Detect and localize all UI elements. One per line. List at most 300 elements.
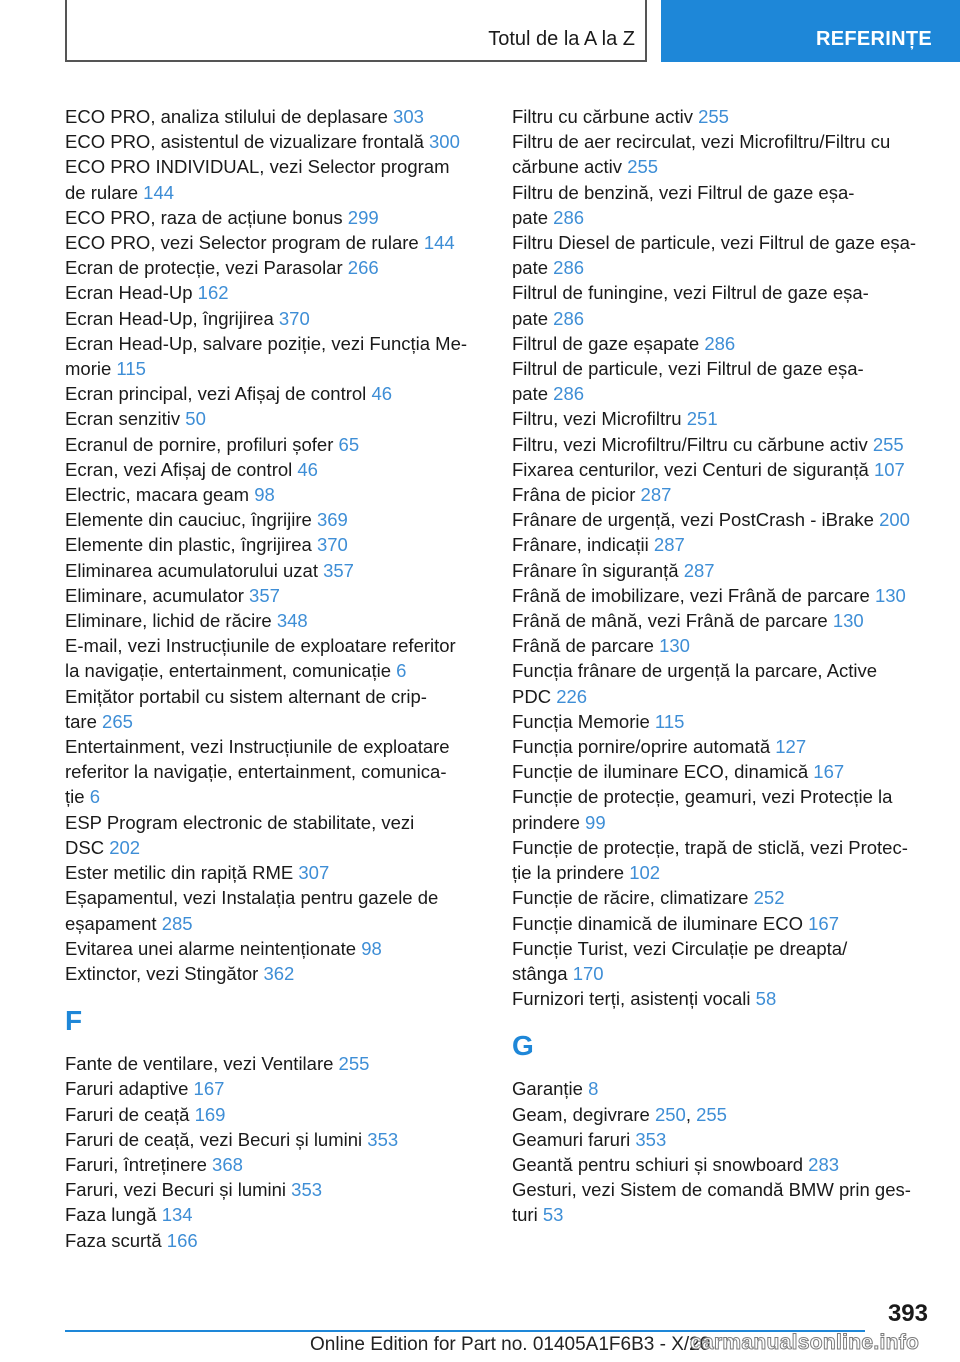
page-link[interactable]: 144 (423, 232, 455, 254)
index-entry (512, 835, 932, 885)
page-link[interactable]: 287 (653, 534, 685, 556)
entry-text (65, 658, 485, 683)
entry-term: Frână de imobilizare, vezi Frână de parcare (512, 584, 870, 606)
entry-text (65, 104, 485, 129)
entry-term: de rulare (65, 181, 139, 203)
index-entry (512, 986, 932, 1011)
entry-term: Ecran Head-Up (65, 282, 193, 304)
entry-text (512, 734, 932, 759)
page-link[interactable]: 362 (263, 962, 295, 984)
page-link[interactable]: 8 (588, 1078, 599, 1100)
index-entry (512, 1127, 932, 1152)
page-link[interactable]: 226 (556, 685, 588, 707)
entry-term: Extinctor, vezi Stingător (65, 962, 259, 984)
page-link[interactable]: 353 (635, 1128, 667, 1150)
page-link[interactable]: 255 (696, 1103, 727, 1125)
page-link[interactable]: 130 (832, 610, 864, 632)
entry-text (512, 583, 932, 608)
entry-text (512, 911, 932, 936)
page-link[interactable]: 6 (396, 660, 407, 682)
page-link[interactable]: 144 (143, 181, 175, 203)
entry-term: ECO PRO, vezi Selector program de rulare (65, 232, 419, 254)
entry-term: Emițător portabil cu sistem alternant de crip- (65, 685, 427, 707)
page-link[interactable]: 170 (572, 962, 604, 984)
index-entry (512, 331, 932, 356)
page-link[interactable]: 266 (347, 257, 379, 279)
entry-term: Frâna de picior (512, 484, 636, 506)
page-link[interactable]: 285 (161, 912, 193, 934)
entry-term: Filtrul de funingine, vezi Filtrul de gaze eșa- (512, 282, 869, 304)
page-link[interactable]: 50 (185, 408, 206, 430)
entry-text (65, 1152, 485, 1177)
entry-term: Filtru, vezi Microfiltru/Filtru cu cărbune activ (512, 433, 868, 455)
entry-text (65, 810, 485, 835)
entry-term: Funcție de răcire, climatizare (512, 887, 749, 909)
entry-text (512, 255, 932, 280)
entry-text (512, 205, 932, 230)
entry-text (65, 1102, 485, 1127)
page-link[interactable]: 252 (753, 887, 785, 909)
page-link[interactable]: 162 (197, 282, 229, 304)
entry-text (512, 608, 932, 633)
page-link[interactable]: 357 (249, 584, 280, 606)
entry-text (512, 180, 932, 205)
index-entry (512, 280, 932, 330)
entry-text (512, 810, 932, 835)
index-entry (512, 658, 932, 708)
index-entry (65, 608, 485, 633)
entry-text (512, 860, 932, 885)
entry-text (65, 457, 485, 482)
index-entry (512, 230, 932, 280)
index-entry (65, 432, 485, 457)
page-link[interactable]: 283 (808, 1153, 840, 1175)
entry-text (65, 885, 485, 910)
page-link[interactable]: 286 (553, 383, 585, 405)
index-entry (512, 911, 932, 936)
entry-text (512, 558, 932, 583)
entry-term: E-mail, vezi Instrucțiunile de exploatare referitor (65, 635, 456, 657)
entry-text (65, 280, 485, 305)
entry-term: Filtrul de gaze eșapate (512, 332, 700, 354)
entry-text (65, 558, 485, 583)
index-entry (65, 532, 485, 557)
page-link[interactable]: 370 (316, 534, 348, 556)
entry-term: Garanție (512, 1078, 583, 1100)
entry-term: morie (65, 358, 112, 380)
entry-text (65, 1076, 485, 1101)
index-entry (512, 482, 932, 507)
index-entry (512, 180, 932, 230)
entry-text (512, 1076, 932, 1101)
entry-text (65, 331, 485, 356)
index-entry (65, 558, 485, 583)
entry-term: ECO PRO INDIVIDUAL, vezi Selector program (65, 156, 450, 178)
section-letter-g: G (512, 1030, 534, 1062)
entry-term: turi (512, 1204, 538, 1226)
entry-term: pate (512, 206, 549, 228)
entry-text (65, 255, 485, 280)
entry-term: Geamuri faruri (512, 1128, 631, 1150)
entry-text (512, 885, 932, 910)
index-entry (65, 1202, 485, 1227)
entry-term: ECO PRO, analiza stilului de deplasare (65, 106, 388, 127)
index-entry (512, 784, 932, 834)
index-entry (512, 406, 932, 431)
page-link[interactable]: 130 (874, 584, 906, 606)
entry-text (512, 356, 932, 381)
index-entry (512, 1177, 932, 1227)
page-link[interactable]: 53 (542, 1204, 564, 1226)
entry-text (65, 784, 485, 809)
entry-text (65, 734, 485, 759)
entry-term: la navigație, entertainment, comunicație (65, 660, 391, 682)
index-entry (65, 1076, 485, 1101)
index-column-left (65, 104, 485, 1253)
page-link[interactable]: 300 (429, 131, 460, 153)
entry-text (512, 104, 932, 129)
entry-term: eșapament (65, 912, 157, 934)
entry-term: Ecran, vezi Afișaj de control (65, 458, 293, 480)
header-chapter-tab[interactable] (661, 0, 960, 62)
entry-term: stânga (512, 962, 568, 984)
index-entry (65, 1152, 485, 1177)
index-entry (512, 104, 932, 129)
entry-term: pate (512, 257, 549, 279)
entry-term: Furnizori terți, asistenți vocali (512, 988, 751, 1010)
entry-text (65, 860, 485, 885)
entry-term: Filtrul de particule, vezi Filtrul de gaze eșa- (512, 358, 864, 380)
page-link[interactable]: 250 (654, 1103, 686, 1125)
index-entry (65, 936, 485, 961)
index-entry (512, 457, 932, 482)
entry-text (512, 684, 932, 709)
page-link[interactable]: 353 (367, 1128, 399, 1150)
header-section-tab (65, 0, 647, 62)
index-entry (65, 230, 485, 255)
index-entry (65, 583, 485, 608)
entry-text (65, 633, 485, 658)
index-entry (65, 1177, 485, 1202)
entry-text (512, 482, 932, 507)
entry-term: Ester metilic din rapiță RME (65, 862, 294, 884)
entry-text (65, 1177, 485, 1202)
entry-term: Funcția frânare de urgență la parcare, Active (512, 660, 878, 682)
chapter-title: REFERINȚE (815, 28, 932, 50)
entry-text (65, 406, 485, 431)
index-entry (512, 356, 932, 406)
entry-term: pate (512, 307, 549, 329)
index-entry (65, 255, 485, 280)
page-link[interactable]: 255 (698, 106, 729, 127)
page-link[interactable]: 169 (194, 1103, 226, 1125)
entry-term: pate (512, 383, 549, 405)
page-link[interactable]: 286 (553, 206, 585, 228)
page-link[interactable]: 115 (116, 358, 146, 380)
entry-term: PDC (512, 685, 552, 707)
entry-term: Faza scurtă (65, 1229, 162, 1251)
index-entry (512, 583, 932, 608)
entry-term: Funcția pornire/oprire automată (512, 736, 771, 758)
entries-e (65, 104, 485, 986)
page-link[interactable]: 102 (629, 862, 661, 884)
entry-term: Frână de parcare (512, 635, 654, 657)
page-link[interactable]: 286 (704, 332, 736, 354)
page-link[interactable]: 46 (371, 383, 393, 405)
index-entry (512, 1102, 932, 1127)
index-entry (65, 406, 485, 431)
entry-text (512, 1177, 932, 1202)
index-entry (65, 457, 485, 482)
page-link[interactable]: 251 (686, 408, 718, 430)
entry-term: Entertainment, vezi Instrucțiunile de exploatare (65, 736, 450, 758)
page-link[interactable]: 265 (102, 710, 133, 732)
entry-term: ESP Program electronic de stabilitate, vezi (65, 811, 415, 833)
entry-text (65, 532, 485, 557)
entry-term: Ecranul de pornire, profiluri șofer (65, 433, 334, 455)
page-link[interactable]: 46 (297, 458, 318, 480)
entry-term: Faruri de ceață, vezi Becuri și lumini (65, 1128, 363, 1150)
index-entry (65, 306, 485, 331)
entry-term: Faruri, întreținere (65, 1153, 207, 1175)
section-title: Totul de la A la Z (488, 28, 635, 50)
section-letter-f: F (65, 1005, 83, 1037)
index-entry (65, 684, 485, 734)
entry-text (65, 306, 485, 331)
entry-term: Eliminare, lichid de răcire (65, 610, 272, 632)
index-entry (65, 734, 485, 810)
entry-text (65, 482, 485, 507)
entry-term: referitor la navigație, entertainment, comunica- (65, 761, 447, 783)
index-entry (65, 507, 485, 532)
entry-text (512, 331, 932, 356)
page-number: 393 (887, 1300, 928, 1327)
index-column-right (512, 104, 932, 1228)
entry-text (512, 709, 932, 734)
entry-text (512, 154, 932, 179)
page-link[interactable]: 255 (338, 1053, 370, 1075)
page-link[interactable]: 99 (585, 811, 606, 833)
entry-term: Frână de mână, vezi Frână de parcare (512, 610, 828, 632)
entry-term: ECO PRO, asistentul de vizualizare frontală (65, 131, 424, 153)
entry-text (512, 784, 932, 809)
page-link[interactable]: 167 (193, 1078, 225, 1100)
page-link[interactable]: 127 (775, 736, 807, 758)
page-link[interactable]: 299 (347, 206, 379, 228)
entry-term: Filtru de aer recirculat, vezi Microfiltru/Filtru cu (512, 131, 891, 153)
entry-term: Filtru, vezi Microfiltru (512, 408, 682, 430)
entry-text (65, 1202, 485, 1227)
entry-term: ECO PRO, raza de acțiune bonus (65, 206, 343, 228)
page-link[interactable]: 368 (212, 1153, 243, 1175)
index-entry (65, 1102, 485, 1127)
entry-term: Elemente din plastic, îngrijirea (65, 534, 312, 556)
entry-term: Electric, macara geam (65, 484, 250, 506)
entries-f-continued (512, 104, 932, 1011)
index-entry (512, 558, 932, 583)
entry-text (65, 835, 485, 860)
entry-term: Eliminarea acumulatorului uzat (65, 559, 318, 581)
entry-term: ție (65, 786, 85, 808)
entry-term: Gesturi, vezi Sistem de comandă BMW prin ges- (512, 1179, 911, 1201)
index-entry (512, 507, 932, 532)
index-entry (512, 709, 932, 734)
index-entry (65, 961, 485, 986)
page-link[interactable]: 65 (338, 433, 360, 455)
entry-term: Eșapamentul, vezi Instalația pentru gazele de (65, 887, 439, 909)
index-entry (512, 1076, 932, 1101)
entry-text (65, 583, 485, 608)
index-entry (65, 810, 485, 860)
page-link[interactable]: 357 (323, 559, 354, 581)
entry-term: Faza lungă (65, 1204, 157, 1226)
entry-text (65, 1051, 485, 1076)
page-link[interactable]: 6 (89, 786, 100, 808)
entry-text (512, 129, 932, 154)
index-entry (65, 633, 485, 683)
entries-f (65, 1051, 485, 1253)
entry-text (512, 835, 932, 860)
page-link[interactable]: 134 (161, 1204, 193, 1226)
watermark-logo: carmanualsonline.info (690, 1331, 920, 1354)
index-entry (512, 608, 932, 633)
page-link[interactable]: 286 (553, 307, 585, 329)
index-entry (65, 482, 485, 507)
page-link[interactable]: 167 (808, 912, 840, 934)
index-entry (65, 154, 485, 204)
entry-term: Faruri, vezi Becuri și lumini (65, 1179, 287, 1201)
entry-text (65, 356, 485, 381)
index-entry (65, 104, 485, 129)
entry-text (65, 1228, 485, 1253)
page-link[interactable]: 58 (755, 988, 777, 1010)
index-entry (65, 280, 485, 305)
page-link[interactable]: 200 (879, 509, 910, 531)
entries-g (512, 1076, 932, 1227)
entry-text (65, 709, 485, 734)
entry-term: Filtru cu cărbune activ (512, 106, 693, 127)
page-link[interactable]: 202 (109, 836, 141, 858)
entry-text (65, 936, 485, 961)
entry-term: Geam, degivrare (512, 1103, 650, 1125)
index-entry (512, 532, 932, 557)
entry-text (512, 532, 932, 557)
index-entry (512, 885, 932, 910)
entry-text (65, 381, 485, 406)
entry-term: ție la prindere (512, 862, 625, 884)
entry-text (512, 432, 932, 457)
page-link[interactable]: 369 (316, 509, 348, 531)
entry-text (65, 432, 485, 457)
entry-text (65, 205, 485, 230)
entry-term: Faruri de ceață (65, 1103, 190, 1125)
page-link[interactable]: 287 (640, 484, 672, 506)
entry-text (65, 507, 485, 532)
entry-term: Fixarea centurilor, vezi Centuri de siguranță (512, 458, 869, 480)
entry-term: prindere (512, 811, 580, 833)
page-link[interactable]: 348 (276, 610, 308, 632)
entry-text (512, 381, 932, 406)
page-link[interactable]: 115 (654, 710, 685, 732)
index-entry (65, 885, 485, 935)
index-entry (65, 205, 485, 230)
index-entry (512, 129, 932, 179)
entry-term: Funcție de iluminare ECO, dinamică (512, 761, 809, 783)
page-link[interactable]: 287 (683, 559, 715, 581)
page-link[interactable]: 255 (872, 433, 904, 455)
index-entry (512, 734, 932, 759)
entry-text (512, 457, 932, 482)
entry-term: Funcție de protecție, trapă de sticlă, vezi Protec- (512, 836, 908, 858)
entry-term: Funcție Turist, vezi Circulație pe dreapta/ (512, 937, 848, 959)
entry-term: Evitarea unei alarme neintenționate (65, 937, 357, 959)
page-link[interactable]: 353 (291, 1179, 323, 1201)
index-entry (512, 759, 932, 784)
entry-text (512, 1127, 932, 1152)
entry-text (65, 684, 485, 709)
page-link[interactable]: 166 (166, 1229, 198, 1251)
entry-term: Geantă pentru schiuri și snowboard (512, 1153, 804, 1175)
edition-note: Online Edition for Part no. 01405A1F6B3 - X/20 (310, 1334, 711, 1355)
index-entry (512, 633, 932, 658)
entry-term: Frânare, indicații (512, 534, 649, 556)
page-link[interactable]: 286 (553, 257, 585, 279)
entry-term: Ecran senzitiv (65, 408, 181, 430)
entry-text (512, 658, 932, 683)
entry-term: tare (65, 710, 97, 732)
page-link[interactable]: 98 (254, 484, 275, 506)
entry-text (512, 306, 932, 331)
entry-term: Elemente din cauciuc, îngrijire (65, 509, 312, 531)
entry-term: Faruri adaptive (65, 1078, 189, 1100)
entry-text: Geam, degivrare 250, 255 (512, 1103, 727, 1125)
index-entry (512, 1152, 932, 1177)
index-entry (65, 129, 485, 154)
index-entry (65, 1127, 485, 1152)
entry-term: Fante de ventilare, vezi Ventilare (65, 1053, 334, 1075)
entry-text (65, 911, 485, 936)
entry-text (65, 608, 485, 633)
index-entry (65, 1051, 485, 1076)
entry-term: Funcție de protecție, geamuri, vezi Protecție la (512, 786, 893, 808)
entry-text (512, 280, 932, 305)
page-link[interactable]: 107 (873, 458, 905, 480)
page-link[interactable]: 130 (659, 635, 690, 657)
index-entry (512, 936, 932, 986)
entry-term: Ecran Head-Up, salvare poziție, vezi Funcția Me- (65, 332, 468, 354)
entry-term: Funcție dinamică de iluminare ECO (512, 912, 803, 934)
entry-term: Frânare în siguranță (512, 559, 679, 581)
entry-text (512, 759, 932, 784)
entry-term: Frânare de urgență, vezi PostCrash - iBrake (512, 509, 874, 531)
entry-text (512, 936, 932, 961)
page-link[interactable]: 370 (278, 307, 310, 329)
entry-text (65, 230, 485, 255)
page-link[interactable]: 167 (813, 761, 845, 783)
page-link[interactable]: 303 (393, 106, 424, 127)
entry-term: Funcția Memorie (512, 710, 650, 732)
entry-text (512, 986, 932, 1011)
entry-term: Eliminare, acumulator (65, 584, 244, 606)
entry-term: Ecran Head-Up, îngrijirea (65, 307, 274, 329)
index-entry (65, 331, 485, 381)
page-link[interactable]: 255 (627, 156, 659, 178)
entry-term: Ecran de protecție, vezi Parasolar (65, 257, 343, 279)
page-link[interactable]: 98 (361, 937, 382, 959)
page-link[interactable]: 307 (298, 862, 330, 884)
entry-text (512, 1202, 932, 1227)
entry-text (65, 129, 485, 154)
